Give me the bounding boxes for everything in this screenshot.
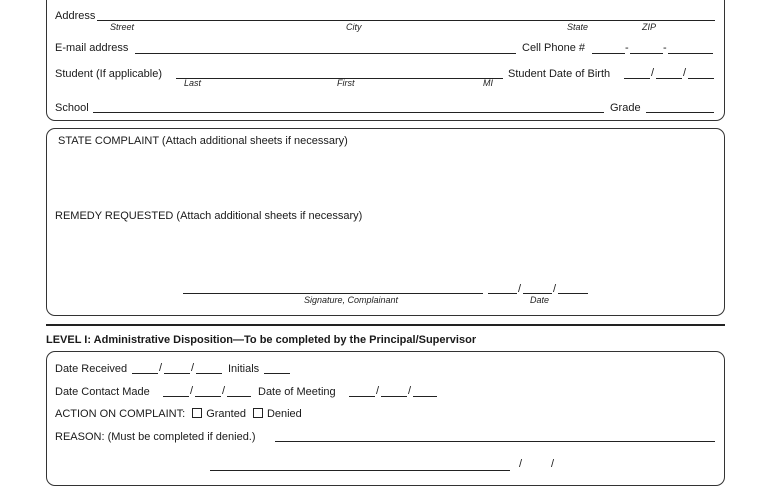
dob-year-line[interactable] [688,78,714,79]
date-received-slash-1: / [159,362,163,374]
date-meeting-slash-2: / [408,385,412,397]
level1-date-slash-1: / [519,458,523,470]
level1-signature-line[interactable] [210,470,510,471]
cell-phone-dash-2: - [663,42,667,54]
signature-date-slash-2: / [553,283,557,295]
student-dob-label: Student Date of Birth [508,68,611,80]
signature-date-slash-1: / [518,283,522,295]
grade-line[interactable] [646,112,714,113]
state-complaint-label: STATE COMPLAINT (Attach additional sheets if necessary) [58,135,348,147]
date-received-label: Date Received [55,363,128,375]
street-sublabel: Street [110,22,135,32]
remedy-requested-label: REMEDY REQUESTED (Attach additional sheets if necessary) [55,210,363,222]
dob-day-line[interactable] [656,78,682,79]
cell-phone-line-3[interactable] [668,53,713,54]
reason-line[interactable] [275,441,715,442]
first-sublabel: First [337,78,355,88]
granted-label: Granted [206,408,246,420]
zip-sublabel: ZIP [642,22,657,32]
level1-date-slash-2: / [551,458,555,470]
denied-label: Denied [266,408,302,420]
school-label: School [55,102,89,114]
last-sublabel: Last [184,78,202,88]
date-contact-day-line[interactable] [195,396,221,397]
cell-phone-line-1[interactable] [592,53,625,54]
school-line[interactable] [93,112,604,113]
date-meeting-slash-1: / [376,385,380,397]
granted-checkbox[interactable] [192,408,202,418]
date-meeting-month-line[interactable] [349,396,375,397]
date-meeting-day-line[interactable] [381,396,407,397]
date-received-month-line[interactable] [132,373,158,374]
date-received-day-line[interactable] [164,373,190,374]
level1-heading: LEVEL I: Administrative Disposition—To be completed by the Principal/Supervisor [46,334,477,346]
address-label: Address [55,10,96,22]
student-label: Student (If applicable) [55,68,163,80]
signature-sublabel: Signature, Complainant [304,295,399,305]
date-contact-year-line[interactable] [227,396,251,397]
dob-slash-2: / [683,67,687,79]
dob-slash-1: / [651,67,655,79]
date-contact-label: Date Contact Made [55,386,150,398]
remedy-requested-area[interactable] [56,225,716,285]
state-sublabel: State [567,22,589,32]
dob-month-line[interactable] [624,78,650,79]
mi-sublabel: MI [483,78,493,88]
initials-line[interactable] [264,373,290,374]
date-meeting-year-line[interactable] [413,396,437,397]
date-contact-slash-1: / [190,385,194,397]
action-label: ACTION ON COMPLAINT: [55,408,186,420]
city-sublabel: City [346,22,362,32]
date-sublabel: Date [530,295,550,305]
signature-date-year-line[interactable] [558,293,588,294]
state-complaint-area[interactable] [56,150,716,205]
signature-date-day-line[interactable] [523,293,552,294]
initials-label: Initials [228,363,260,375]
section-rule [46,324,725,326]
reason-label: REASON: (Must be completed if denied.) [55,431,256,443]
signature-date-month-line[interactable] [488,293,517,294]
signature-line[interactable] [183,293,483,294]
date-contact-slash-2: / [222,385,226,397]
email-line[interactable] [135,53,516,54]
address-line[interactable] [97,20,715,21]
cell-phone-line-2[interactable] [630,53,663,54]
date-received-year-line[interactable] [196,373,222,374]
date-contact-month-line[interactable] [163,396,189,397]
date-meeting-label: Date of Meeting [258,386,336,398]
cell-phone-dash-1: - [625,42,629,54]
grade-label: Grade [610,102,641,114]
cell-phone-label: Cell Phone # [522,42,585,54]
date-received-slash-2: / [191,362,195,374]
action-row [55,408,302,420]
email-label: E-mail address [55,42,129,54]
denied-checkbox[interactable] [253,408,263,418]
